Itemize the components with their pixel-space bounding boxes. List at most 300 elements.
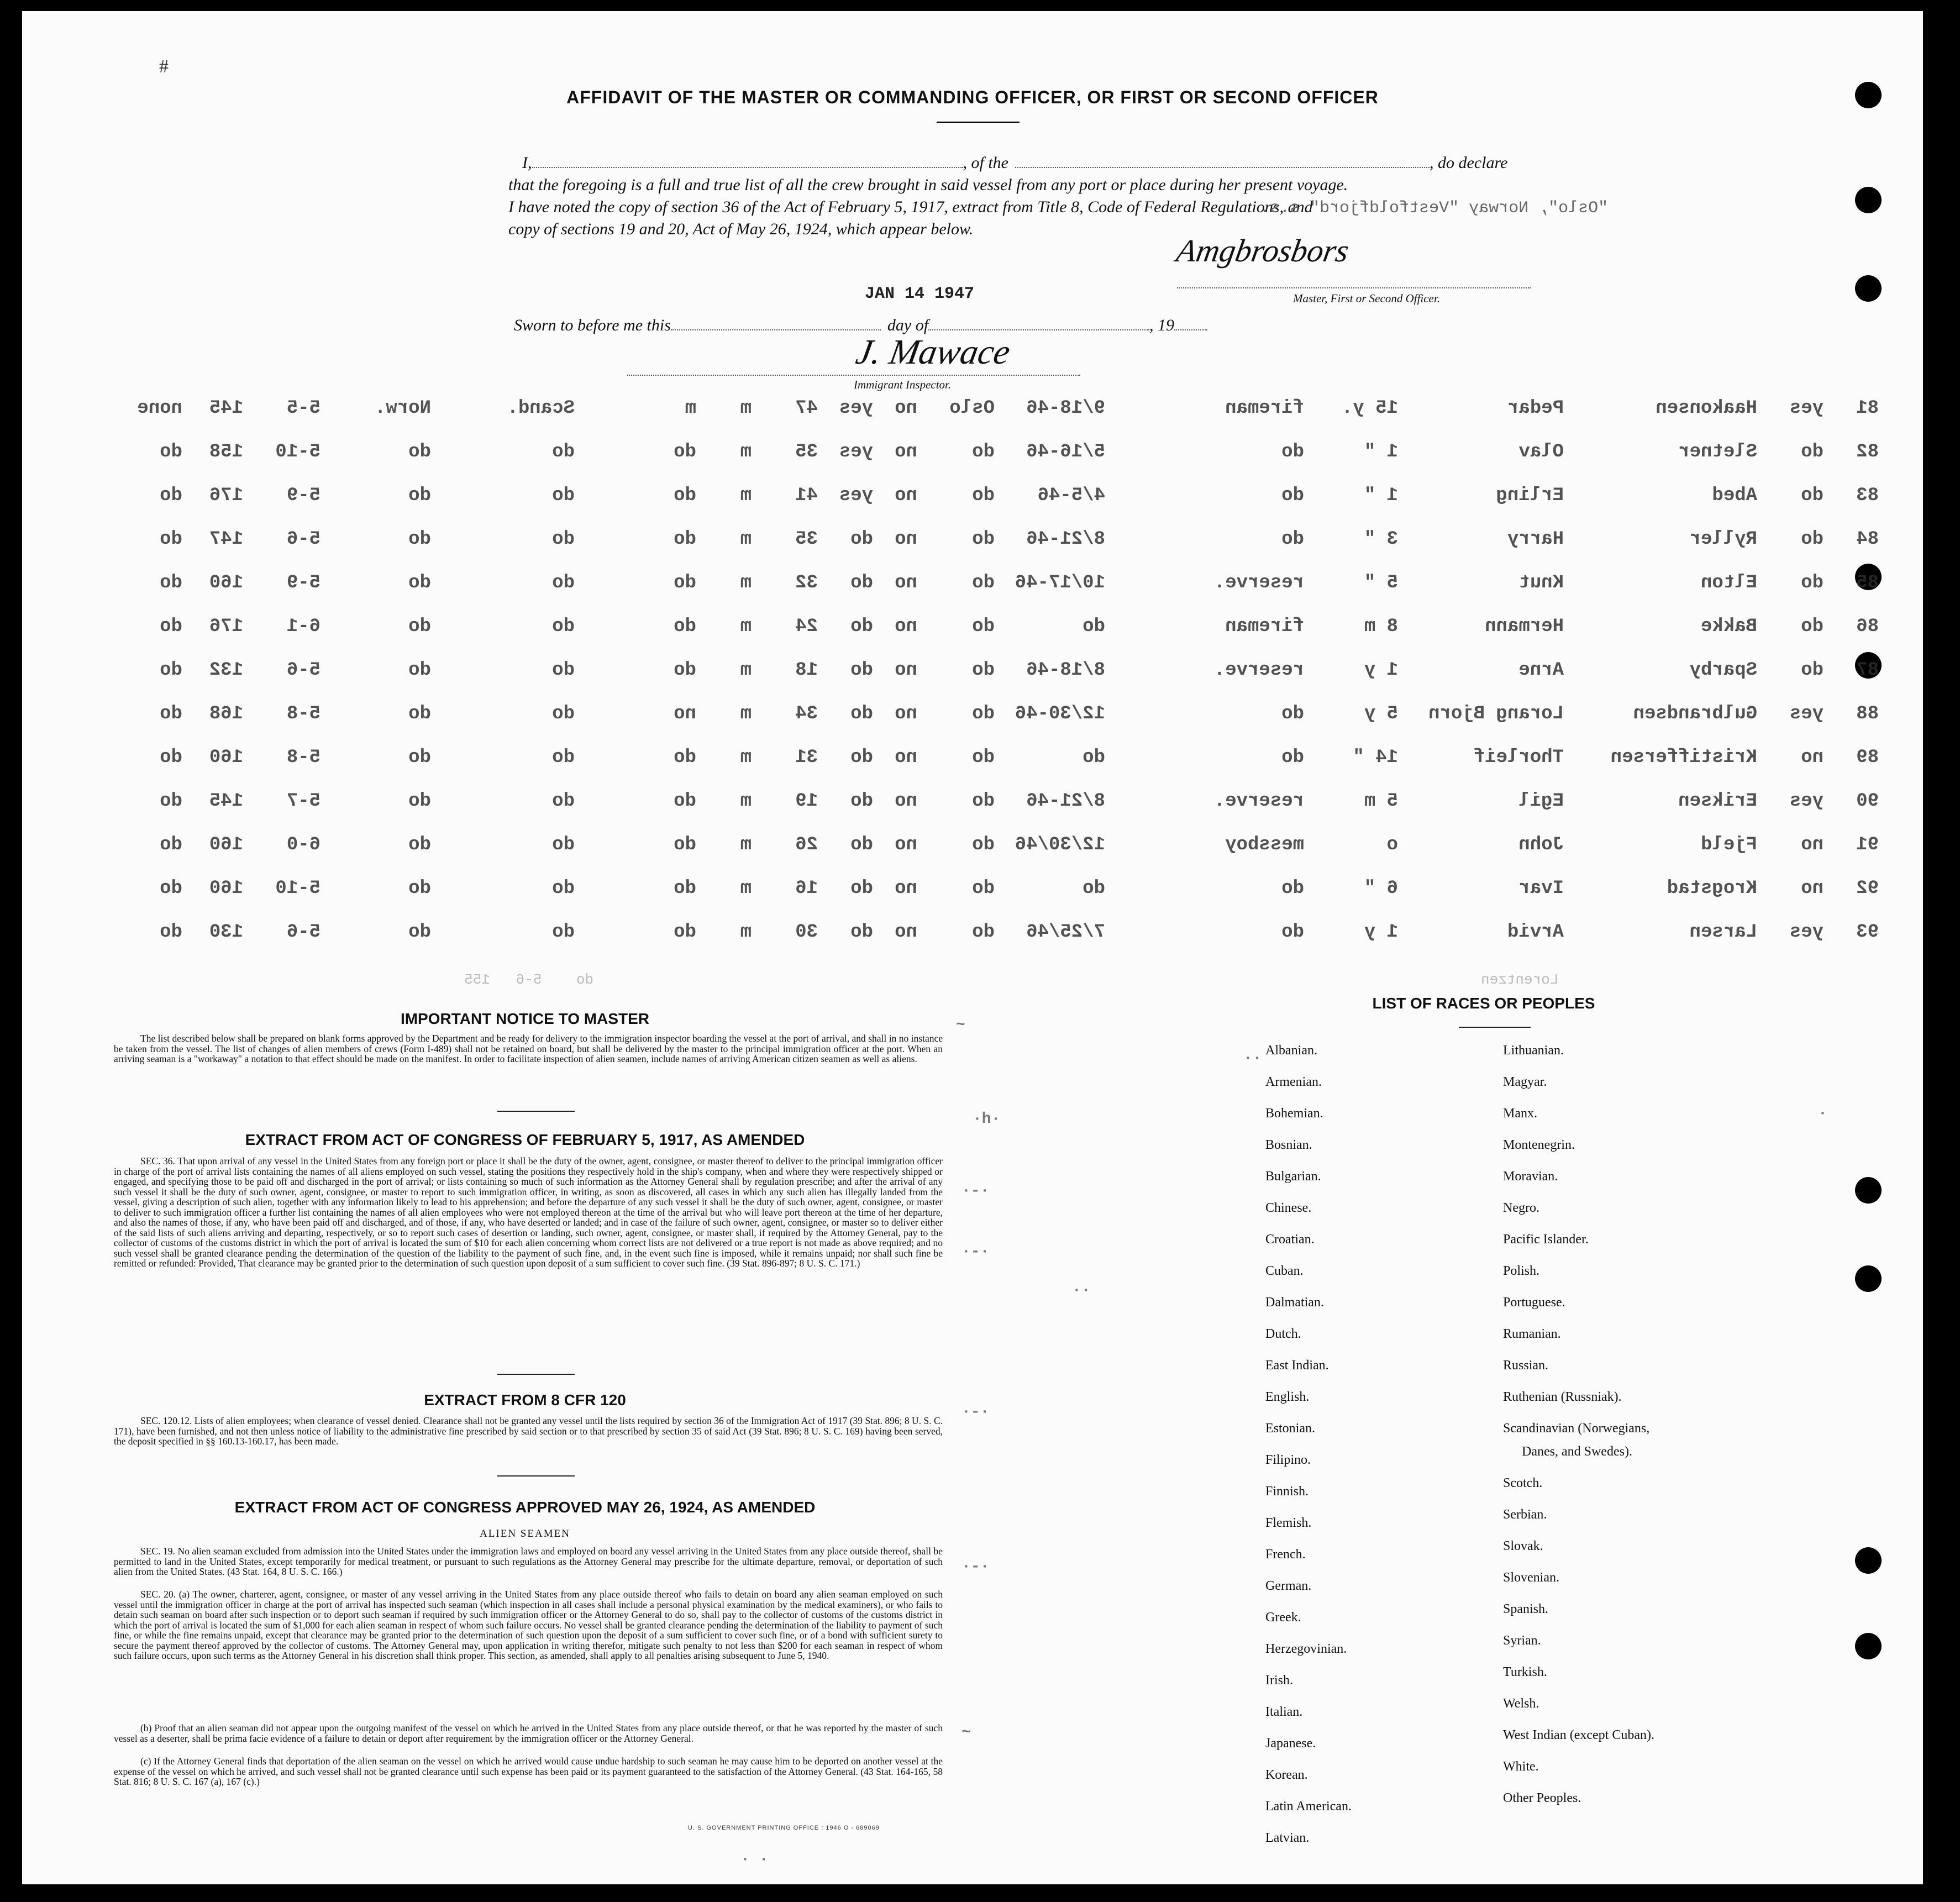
section-rule [497,1475,575,1477]
declaration-line-2: that the foregoing is a full and true list of all the crew brought in said vessel from any port or place during her present voyage. [508,176,1348,194]
race-item: Serbian. [1503,1507,1547,1522]
crew-cell-given: Erling [1496,485,1564,506]
extract-1924-sec20b: (b) Proof that an alien seaman did not appear upon the outgoing manifest of the vessel on which he arrived in the United States from any place outside thereof, or that he was reported by the master of such vessel as a deserter, shall be prima facie evidence of a failure to detain or deport after requirement by the immigration officer or the Attorney General. [114,1722,943,1744]
crew-cell-race: do [408,572,431,593]
bleed-mark: ·-· [961,1183,990,1200]
crew-cell-age: 47 [795,398,818,419]
crew-cell-capacity: reserve. [1213,660,1304,681]
crew-cell-height: 6-0 [286,834,320,855]
race-item: Lithuanian. [1503,1043,1564,1058]
crew-cell-given: Pedar [1507,398,1564,419]
crew-cell-where: do [972,616,995,637]
race-item: Portuguese. [1503,1295,1565,1310]
crew-cell-age: 26 [795,834,818,855]
crew-cell-yrs: 8 m [1364,616,1398,637]
bleed-mark: ·· [1072,1282,1091,1299]
crew-cell-race: do [408,747,431,768]
crew-cell-paid: do [850,834,873,855]
crew-cell-paid: yes [839,398,873,419]
crew-cell-married: do [674,747,696,768]
race-item: Montenegrin. [1503,1138,1575,1152]
crew-cell-disch: no [895,703,917,724]
race-item: Turkish. [1503,1665,1547,1679]
crew-cell-surname: Krogstad [1667,878,1757,899]
extract-1924-sec20a: SEC. 20. (a) The owner, charterer, agent, consignee, or master of any vessel arriving in the United States from any place outside thereof who fails to detain on board any alien seaman employed on such vessel until the immigration officer in charge at the port of arrival has inspected such seaman (which inspection in all cases shall include a personal physical examination by the medical examiners), or who fails to detain such seaman on board after such inspection or to deport such seaman if required by such immigration officer or the Attorney General to do so, shall pay to the collector of customs of the customs district in which the port of arrival is located the sum of $1,000 for each alien seaman in respect of whom such failure occurs. No vessel shall be granted clearance pending the determination of the liability to payment of such fine, or while the fine remains unpaid, except that clearance may be granted prior to the determination of such question upon the deposit of a sum sufficient to cover such fine, or of a bond with sufficient surety to secure the payment thereof approved by the collector of customs. The Attorney General may, upon application in writing therefor, mitigate such penalty to not less than $200 for each seaman in respect of whom such failure occurs, upon such terms as the Attorney General in his discretion shall think proper. This section, as amended, shall apply to all penalties arising subsequent to June 5, 1940. [114,1589,943,1661]
crew-cell-disch: no [895,922,917,943]
crew-cell-where: do [972,572,995,593]
race-item: French. [1265,1547,1306,1562]
crew-cell-age: 41 [795,485,818,506]
crew-cell-capacity: do [1281,922,1304,943]
race-item: Pacific Islander. [1503,1232,1589,1247]
punch-hole [1855,1633,1882,1659]
crew-cell-us: do [1801,442,1824,463]
crew-cell-yrs: 14 " [1353,747,1398,768]
master-caption: Master, First or Second Officer. [1293,292,1440,305]
crew-cell-us: yes [1789,922,1824,943]
printer-imprint: U. S. GOVERNMENT PRINTING OFFICE : 1946 O - 689069 [688,1825,880,1831]
race-item: Finnish. [1265,1484,1309,1499]
crew-cell-where: do [972,747,995,768]
crew-cell-yrs: 1 " [1364,485,1398,506]
crew-cell-race: do [408,616,431,637]
crew-row [22,572,1923,600]
crew-cell-age: 24 [795,616,818,637]
blank-name [532,167,963,168]
inspector-signature-line [627,375,1080,376]
race-item: Russian. [1503,1358,1549,1373]
crew-cell-capacity: do [1281,485,1304,506]
crew-cell-disch: no [895,660,917,681]
crew-cell-where: do [972,442,995,463]
races-heading: LIST OF RACES OR PEOPLES [1372,995,1595,1012]
crew-cell-given: John [1518,834,1564,855]
races-column-1 [1265,1043,1542,1872]
race-item: Manx. [1503,1106,1537,1121]
crew-cell-yrs: 6 " [1364,878,1398,899]
crew-cell-height: 6-1 [286,616,320,637]
race-item: Bosnian. [1265,1138,1312,1152]
inspector-caption: Immigrant Inspector. [854,378,952,391]
crew-row [22,529,1923,556]
crew-cell-where: do [972,791,995,812]
crew-cell-sex: m [740,747,752,768]
declaration-i: I, [522,154,532,172]
crew-cell-age: 19 [795,791,818,812]
punch-hole [1855,187,1882,213]
crew-cell-given: Ivar [1518,878,1564,899]
crew-row [22,834,1923,862]
crew-row [22,791,1923,818]
crew-cell-race: do [408,834,431,855]
declaration-line-1 [508,154,1507,172]
crew-cell-marks: do [160,791,182,812]
crew-row [22,442,1923,469]
race-item: Armenian. [1265,1075,1322,1089]
crew-cell-sex: m [740,572,752,593]
crew-cell-race: do [408,878,431,899]
section-rule [497,1111,575,1112]
race-item: Italian. [1265,1705,1303,1719]
crew-cell-surname: Eriksen [1678,791,1757,812]
crew-cell-us: do [1801,485,1824,506]
crew-cell-engaged: 10/17-46 [1015,572,1105,593]
crew-cell-no: 87 [1856,660,1879,681]
crew-cell-where: do [972,703,995,724]
race-item: Rumanian. [1503,1327,1561,1341]
alien-seamen-subheading: ALIEN SEAMEN [480,1528,570,1540]
crew-cell-nat: do [552,572,575,593]
crew-cell-married: do [674,878,696,899]
crew-cell-given: Hermann [1485,616,1564,637]
punch-hole [1855,1177,1882,1204]
crew-cell-given: Egil [1518,791,1564,812]
crew-cell-capacity: do [1281,703,1304,724]
race-item: Estonian. [1265,1421,1315,1436]
crew-cell-paid: do [850,791,873,812]
blank-year [1174,329,1207,330]
crew-cell-no: 84 [1856,529,1879,550]
race-item: Slovenian. [1503,1570,1559,1585]
crew-cell-race: do [408,703,431,724]
title-rule [937,122,1020,123]
punch-hole [1855,1547,1882,1574]
crew-cell-yrs: 3 " [1364,529,1398,550]
crew-cell-yrs: 1 " [1364,442,1398,463]
crew-cell-marks: do [160,529,182,550]
crew-cell-sex: m [740,485,752,506]
crew-cell-paid: do [850,747,873,768]
crew-cell-no: 82 [1856,442,1879,463]
race-item: Negro. [1503,1201,1539,1215]
crew-cell-marks: do [160,660,182,681]
crew-cell-surname: Sletner [1678,442,1757,463]
crew-cell-nat: Scand. [507,398,575,419]
sworn-year: , 19 [1149,316,1175,334]
crew-cell-paid: do [850,703,873,724]
crew-cell-race: Norw. [374,398,431,419]
crew-cell-yrs: 5 y [1364,703,1398,724]
race-item: White. [1503,1759,1539,1774]
crew-cell-where: do [972,834,995,855]
crew-cell-no: 88 [1856,703,1879,724]
crew-cell-surname: Kristiffersen [1610,747,1757,768]
crew-cell-surname: Larsen [1689,922,1757,943]
crew-cell-us: yes [1789,791,1824,812]
crew-cell-where: do [972,485,995,506]
crew-cell-age: 35 [795,442,818,463]
race-item: Dutch. [1265,1327,1301,1341]
crew-cell-height: 5-5 [286,398,320,419]
crew-cell-engaged: 5/16-46 [1026,442,1105,463]
crew-cell-height: 5-10 [275,878,320,899]
crew-cell-weight: 176 [209,616,243,637]
crew-cell-surname: Haakonsen [1656,398,1757,419]
page-mark: # [159,56,169,77]
crew-cell-nat: do [552,791,575,812]
crew-cell-yrs: 1 y [1364,660,1398,681]
crew-cell-us: yes [1789,703,1824,724]
crew-cell-sex: m [740,791,752,812]
crew-cell-us: no [1801,834,1824,855]
extract-1924-sec20c: (c) If the Attorney General finds that deportation of the alien seaman on the vessel on which he arrived would cause undue hardship to such seaman he may cause him to be deported on another vessel at the expense of the vessel on which he arrived, and such vessel shall not be granted clearance until such expense has been paid or its payment guaranteed to the satisfaction of the Attorney General. (43 Stat. 164-165, 58 Stat. 816; 8 U. S. C. 167 (a), 167 (c).) [114,1756,943,1787]
race-item: Herzegovinian. [1265,1642,1347,1656]
crew-cell-weight: 168 [209,703,243,724]
crew-cell-capacity: do [1281,529,1304,550]
crew-cell-surname: Abed [1712,485,1757,506]
race-item: Croatian. [1265,1232,1315,1247]
crew-cell-height: 5-8 [286,747,320,768]
crew-cell-engaged: do [1083,747,1105,768]
sworn-day-of: day of [887,316,929,334]
manifest-page [22,11,1923,1884]
crew-cell-paid: do [850,922,873,943]
crew-cell-height: 5-8 [286,703,320,724]
race-item: Syrian. [1503,1633,1541,1648]
crew-cell-disch: no [895,834,917,855]
crew-cell-engaged: do [1083,878,1105,899]
crew-cell-engaged: 8/21-46 [1026,791,1105,812]
crew-cell-surname: Elton [1700,572,1757,593]
crew-cell-weight: 130 [209,922,243,943]
crew-cell-disch: no [895,398,917,419]
crew-cell-sex: m [740,703,752,724]
crew-cell-given: Arne [1518,660,1564,681]
crew-row [22,485,1923,513]
crew-cell-height: 5-9 [286,485,320,506]
crew-cell-us: do [1801,660,1824,681]
crew-cell-nat: do [552,747,575,768]
bleed-mark: ·-· [961,1404,990,1421]
crew-cell-married: do [674,616,696,637]
crew-cell-paid: yes [839,485,873,506]
crew-cell-given: Thorleif [1473,747,1564,768]
declaration-do-declare: , do declare [1430,154,1508,172]
crew-cell-race: do [408,485,431,506]
crew-cell-no: 81 [1856,398,1879,419]
race-item: Albanian. [1265,1043,1317,1058]
crew-cell-marks: none [137,398,182,419]
crew-cell-capacity: do [1281,747,1304,768]
race-item: Japanese. [1265,1736,1316,1751]
crew-cell-surname: Bakke [1700,616,1757,637]
race-item: Greek. [1265,1610,1301,1625]
crew-cell-us: no [1801,747,1824,768]
crew-cell-weight: 145 [209,791,243,812]
punch-hole [1855,275,1882,302]
crew-cell-nat: do [552,442,575,463]
crew-list-bleed-through [22,398,1923,973]
crew-cell-weight: 132 [209,660,243,681]
crew-cell-given: Olav [1518,442,1564,463]
crew-cell-disch: no [895,616,917,637]
race-item: Scandinavian (Norwegians, [1503,1421,1650,1436]
crew-cell-marks: do [160,485,182,506]
crew-cell-sex: m [740,878,752,899]
crew-cell-married: m [685,398,696,419]
sworn-text: Sworn to before me this [514,316,671,334]
crew-cell-where: do [972,878,995,899]
crew-cell-married: do [674,834,696,855]
crew-cell-surname: Fjeld [1700,834,1757,855]
crew-cell-given: Knut [1518,572,1564,593]
race-item: Slovak. [1503,1539,1543,1553]
race-item: Irish. [1265,1673,1293,1688]
bleed-mark: · [1818,1105,1827,1122]
crew-cell-race: do [408,791,431,812]
crew-cell-height: 5-7 [286,791,320,812]
crew-row [22,922,1923,949]
crew-cell-capacity: fireman [1225,616,1304,637]
bleed-through-faint-row: Lorentzen [1481,971,1559,988]
crew-cell-sex: m [740,398,752,419]
crew-cell-engaged: do [1083,616,1105,637]
extract-1924-heading: EXTRACT FROM ACT OF CONGRESS APPROVED MAY 26, 1924, AS AMENDED [234,1499,816,1516]
crew-cell-us: do [1801,616,1824,637]
crew-cell-capacity: do [1281,442,1304,463]
crew-cell-married: do [674,485,696,506]
crew-cell-sex: m [740,529,752,550]
crew-cell-capacity: reserve. [1213,572,1304,593]
crew-cell-nat: do [552,660,575,681]
crew-cell-paid: do [850,529,873,550]
crew-cell-marks: do [160,442,182,463]
crew-cell-engaged: 8/21-46 [1026,529,1105,550]
race-item: Filipino. [1265,1453,1311,1467]
crew-cell-weight: 176 [209,485,243,506]
date-stamp: JAN 14 1947 [865,285,975,303]
race-item: Korean. [1265,1768,1308,1782]
crew-cell-disch: no [895,442,917,463]
crew-row [22,747,1923,775]
extract-1917-text: SEC. 36. That upon arrival of any vessel in the United States from any foreign port or place it shall be the duty of the owner, agent, consignee, or master thereof to deliver to the principal immigration officer in charge of the port of arrival lists containing the names of all aliens employed on such vessel, stating the positions they respectively hold in the ship's company, when and where they were respectively shipped or engaged, and specifying those to be paid off and discharged in the port of arrival; or lists containing so much of such information as the Attorney General shall by regulation prescribe; and after the arrival of any such vessel it shall be the duty of such owner, agent, consignee, or master to report to such immigration officer, in writing, as soon as discovered, all cases in which any such alien has illegally landed from the vessel, giving a description of such alien, together with any information likely to lead to his apprehension; and before the departure of any such vessel it shall be the duty of such owner, agent, consignee, or master to deliver to such immigration officer a further list containing the names of all alien employees who were not employed thereon at the time of the arrival but who will leave port thereon at the time of her departure, and also the names of those, if any, who have been paid off and discharged, and of those, if any, who have deserted or landed; and in case of the failure of such owner, agent, consignee, or master so to deliver either of the said lists of such aliens arriving and departing, respectively, or so to report such cases of desertion or landing, such owner, agent, consignee, or master shall, if required by the Attorney General, pay to the collector of customs of the customs district in which the port of arrival is located the sum of $10 for each alien concerning whom correct lists are not delivered or a true report is not made as above required; and no such vessel shall be granted clearance pending the determination of the question of the liability to the payment of such fine, and, in the event such fine is imposed, while it remains unpaid; nor shall such fine be remitted or refunded: Provided, That clearance may be granted prior to the determination of such question upon deposit of a sum sufficient to cover such fine. (39 Stat. 896-897; 8 U. S. C. 171.) [114,1155,943,1269]
crew-cell-given: Arvid [1507,922,1564,943]
crew-cell-married: do [674,572,696,593]
declaration-line-4: copy of sections 19 and 20, Act of May 26, 1924, which appear below. [508,220,974,238]
race-item: Latin American. [1265,1799,1352,1814]
crew-cell-nat: do [552,878,575,899]
race-item: Dalmatian. [1265,1295,1324,1310]
crew-cell-race: do [408,529,431,550]
crew-cell-weight: 147 [209,529,243,550]
races-heading-rule [1459,1027,1531,1028]
crew-row [22,703,1923,731]
crew-row [22,660,1923,687]
crew-cell-disch: no [895,747,917,768]
crew-cell-married: do [674,660,696,681]
crew-cell-age: 35 [795,529,818,550]
crew-cell-surname: Gulbrandsen [1633,703,1757,724]
race-item: Scotch. [1503,1476,1543,1490]
crew-cell-sex: m [740,922,752,943]
race-item: East Indian. [1265,1358,1329,1373]
crew-cell-capacity: fireman [1225,398,1304,419]
crew-cell-weight: 158 [209,442,243,463]
crew-cell-no: 92 [1856,878,1879,899]
crew-cell-engaged: 4/5-46 [1037,485,1105,506]
crew-cell-no: 86 [1856,616,1879,637]
crew-row [22,398,1923,425]
crew-cell-race: do [408,922,431,943]
crew-cell-where: do [972,660,995,681]
race-item: Cuban. [1265,1264,1304,1278]
crew-cell-height: 5-6 [286,922,320,943]
crew-cell-married: no [674,703,696,724]
crew-cell-no: 83 [1856,485,1879,506]
affidavit-title: AFFIDAVIT OF THE MASTER OR COMMANDING OFFICER, OR FIRST OR SECOND OFFICER [566,87,1379,107]
crew-cell-paid: do [850,616,873,637]
crew-cell-where: do [972,529,995,550]
race-item: Ruthenian (Russniak). [1503,1390,1622,1404]
crew-cell-given: Harry [1507,529,1564,550]
race-item: Welsh. [1503,1696,1539,1711]
crew-cell-married: do [674,442,696,463]
race-item: Bohemian. [1265,1106,1323,1121]
race-item: English. [1265,1390,1310,1404]
bleed-mark: ·· [1243,1050,1262,1067]
crew-cell-disch: no [895,878,917,899]
crew-cell-us: no [1801,878,1824,899]
crew-cell-sex: m [740,442,752,463]
crew-cell-no: 85 [1856,572,1879,593]
bleed-mark: ·h· [973,1111,1001,1128]
blank-vessel [1015,167,1430,168]
bleed-through-faint-row: do 5-6 155 [464,971,594,988]
crew-cell-paid: yes [839,442,873,463]
crew-cell-engaged: 7/25/46 [1026,922,1105,943]
crew-cell-weight: 160 [209,747,243,768]
bleed-mark: · · [740,1851,769,1868]
crew-cell-engaged: 12/30/46 [1015,834,1105,855]
crew-cell-married: do [674,791,696,812]
crew-cell-us: do [1801,572,1824,593]
crew-cell-age: 16 [795,878,818,899]
crew-cell-weight: 160 [209,572,243,593]
master-signature-line [1177,287,1531,288]
notice-heading: IMPORTANT NOTICE TO MASTER [400,1010,650,1027]
race-item: Latvian. [1265,1831,1310,1845]
crew-cell-us: yes [1789,398,1824,419]
crew-cell-height: 5-10 [275,442,320,463]
crew-cell-disch: no [895,529,917,550]
race-item: Polish. [1503,1264,1540,1278]
crew-cell-us: do [1801,529,1824,550]
crew-cell-disch: no [895,572,917,593]
declaration-of-the: , of the [963,154,1008,172]
crew-cell-weight: 160 [209,834,243,855]
race-item: Other Peoples. [1503,1791,1581,1805]
extract-1917-heading: EXTRACT FROM ACT OF CONGRESS OF FEBRUARY 5, 1917, AS AMENDED [245,1131,805,1148]
crew-cell-marks: do [160,922,182,943]
crew-row [22,878,1923,906]
crew-cell-where: Oslo [949,398,995,419]
crew-cell-weight: 145 [209,398,243,419]
bleed-mark: ·-· [961,1558,990,1575]
notice-text: The list described below shall be prepared on blank forms approved by the Department and be ready for delivery to the immigration inspector boarding the vessel at the port of arrival, and shall in no instance be taken from the vessel. The list of changes of alien members of crews (Form I-489) shall not be retained on board, but shall be delivered by the master to the principal immigration officer at the port. When an arriving seaman is a "workaway" a notation to that effect should be made on the manifest. In order to facilitate inspection of alien seamen, include names of arriving American citizen seamen as well as aliens. [114,1033,943,1064]
crew-cell-capacity: messboy [1225,834,1304,855]
crew-cell-disch: no [895,791,917,812]
race-item: Spanish. [1503,1602,1549,1616]
crew-cell-sex: m [740,660,752,681]
crew-cell-marks: do [160,572,182,593]
race-item: Danes, and Swedes). [1522,1444,1632,1459]
crew-cell-no: 91 [1856,834,1879,855]
crew-cell-age: 34 [795,703,818,724]
extract-cfr-text: SEC. 120.12. Lists of alien employees; when clearance of vessel denied. Clearance shall not be granted any vessel until the lists required by section 36 of the Immigration Act of 1917 (39 Stat. 896; 8 U. S. C. 171), have been furnished, and not then unless notice of liability to the administrative fine prescribed by said section or to that prescribed by section 35 of said Act (39 Stat. 896; 8 U. S. C. 169) having been served, the deposit specified in §§ 160.13-160.17, has been made. [114,1415,943,1447]
crew-cell-engaged: 8/18-46 [1026,660,1105,681]
crew-cell-surname: Sparby [1689,660,1757,681]
crew-cell-paid: do [850,572,873,593]
